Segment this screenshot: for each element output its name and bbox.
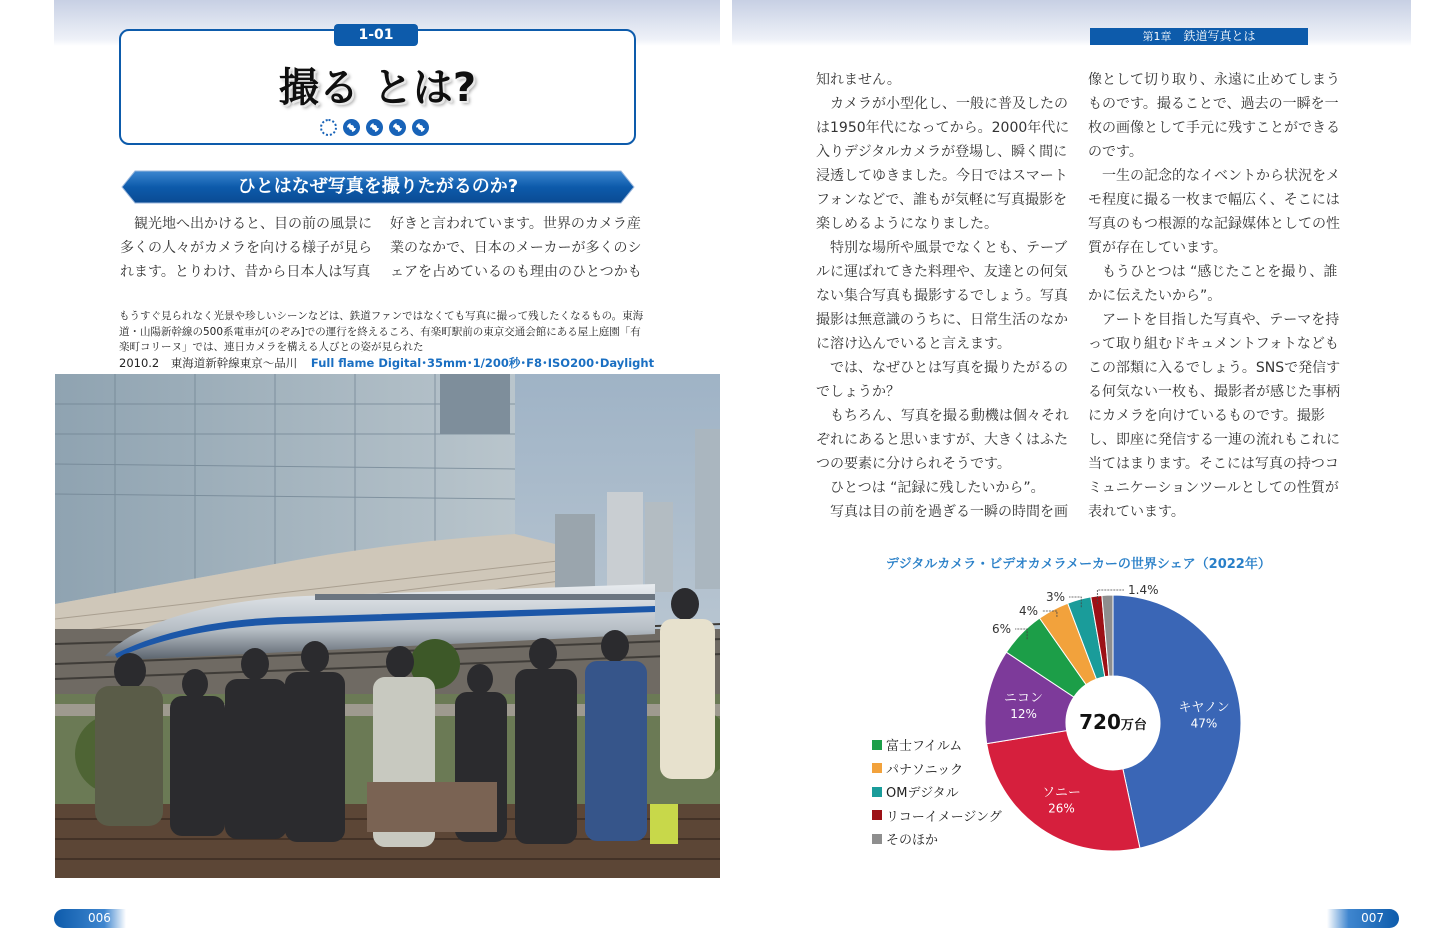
slice-value: 1.4% bbox=[1128, 583, 1159, 597]
right-page bbox=[720, 0, 1436, 941]
body-paragraph: もうひとつは “感じたことを撮り、誰かに伝えたいから”。 bbox=[1088, 264, 1338, 304]
slice-value: 47% bbox=[1190, 716, 1218, 731]
page-number: 007 bbox=[1327, 909, 1399, 928]
section-heading: ひとはなぜ写真を撮りたがるのか? bbox=[237, 176, 519, 197]
body-paragraph: 好きと言われています。世界のカメラ産業のなかで、日本のメーカーが多くのシェアを占めているのも理由のひとつかも bbox=[390, 216, 642, 280]
chart-title: デジタルカメラ・ビデオカメラメーカーの世界シェア（2022年） bbox=[886, 557, 1271, 572]
legend-item bbox=[872, 804, 1002, 828]
chapter-title: 鉄道写真とは bbox=[1183, 29, 1256, 43]
section-number: 1-01 bbox=[334, 24, 418, 46]
aperture-icon bbox=[343, 119, 360, 136]
body-column-2 bbox=[390, 212, 646, 284]
legend-swatch bbox=[872, 740, 882, 750]
aperture-icon bbox=[389, 119, 406, 136]
legend-item bbox=[872, 780, 1002, 804]
slice-value: 6% bbox=[991, 622, 1011, 636]
section-heading-banner bbox=[121, 170, 635, 204]
body-paragraph: カメラが小型化し、一般に普及したのは1950年代になってから。2000年代に入りデジタルカメラが登場し、瞬く間に浸透してゆきました。今日ではスマートフォンなどで、誰もが気軽に写真撮影を楽しめるようになりました。 bbox=[816, 96, 1070, 232]
body-paragraph: アートを目指した写真や、テーマを持って取り組むドキュメントフォトなどもこの部類に入るでしょう。SNSで発信する何気ない一枚も、撮影者が感じた事柄にカメラを向けているものです。撮影し、即座に発信する一連の流れもこれに当てはまります。そこには写真の持つコミュニケーションツールとしての性質が表れています。 bbox=[1088, 312, 1341, 520]
train-photo bbox=[55, 374, 722, 878]
legend-label: そのほか bbox=[886, 833, 939, 849]
slice-label: ニコン bbox=[1004, 690, 1044, 706]
body-paragraph: 知れません。 bbox=[816, 72, 901, 88]
legend-swatch bbox=[872, 787, 882, 797]
slice-value: 4% bbox=[1018, 604, 1038, 618]
page-number: 006 bbox=[54, 909, 126, 928]
body-paragraph: 写真は目の前を過ぎる一瞬の時間を画 bbox=[830, 504, 1068, 520]
chapter-number: 第1章 bbox=[1142, 30, 1172, 43]
legend-item bbox=[872, 757, 1002, 781]
aperture-icon bbox=[366, 119, 383, 136]
photo-date-location: 2010.2 東海道新幹線東京〜品川 bbox=[119, 356, 298, 370]
legend-item bbox=[872, 733, 1002, 757]
aperture-icon bbox=[412, 119, 429, 136]
body-paragraph: では、なぜひとは写真を撮りたがるのでしょうか？ bbox=[816, 360, 1068, 400]
slice-label: ソニー bbox=[1042, 785, 1081, 801]
legend-swatch bbox=[872, 763, 882, 773]
legend-label: OMデジタル bbox=[886, 786, 959, 802]
body-paragraph: 像として切り取り、永遠に止めてしまうものです。撮ることで、過去の一瞬を一枚の画像として手元に残すことができるのです。 bbox=[1088, 72, 1340, 160]
aperture-icon bbox=[320, 119, 337, 136]
body-paragraph: もちろん、写真を撮る動機は個々それぞれにあると思いますが、大きくはふたつの要素に分けられそうです。 bbox=[816, 408, 1069, 472]
page-title: 撮る とは? bbox=[278, 65, 477, 111]
chart-legend bbox=[872, 733, 1002, 851]
legend-label: パナソニック bbox=[886, 762, 964, 778]
slice-value: 3% bbox=[1045, 590, 1065, 604]
photo-caption: もうすぐ見られなく光景や珍しいシーンなどは、鉄道ファンではなくても写真に撮って残したくなるもの。東海道・山陽新幹線の500系電車が[のぞみ]での運行を終えるころ、有楽町駅前の東京交通会館にある屋上庭園「有楽町コリーヌ」では、連日カメラを構える人びとの姿が見られた bbox=[119, 310, 644, 353]
body-paragraph: 特別な場所や風景でなくとも、テーブルに運ばれてきた料理や、友達との何気ない集合写真も撮影するでしょう。写真撮影は無意識のうちに、日常生活のなかに溶け込んでいると言えます。 bbox=[816, 240, 1068, 352]
slice-value: 26% bbox=[1048, 801, 1075, 816]
chart-center-label: 720万台 bbox=[1079, 710, 1147, 734]
title-icons bbox=[320, 119, 429, 136]
photo-specs: Full flame Digital･35mm･1/200秒･F8･ISO200･Daylight bbox=[310, 356, 655, 370]
slice-value: 12% bbox=[1010, 706, 1037, 721]
slice-label: キヤノン bbox=[1178, 700, 1230, 716]
left-page bbox=[0, 0, 716, 941]
photo-meta bbox=[119, 355, 654, 371]
donut-chart bbox=[720, 0, 1436, 941]
body-paragraph: ひとつは “記録に残したいから”。 bbox=[830, 480, 1045, 496]
legend-swatch bbox=[872, 834, 882, 844]
legend-item bbox=[872, 827, 1002, 851]
legend-label: 富士フイルム bbox=[886, 739, 963, 755]
legend-label: リコーイメージング bbox=[886, 809, 1002, 825]
body-paragraph: 一生の記念的なイベントから状況をメモ程度に撮る一枚まで幅広く、そこには写真のもつ根源的な記録媒体としての性質が存在しています。 bbox=[1088, 168, 1340, 256]
legend-swatch bbox=[872, 810, 882, 820]
body-column-1 bbox=[120, 212, 372, 284]
body-paragraph: 観光地へ出かけると、目の前の風景に多くの人々がカメラを向ける様子が見られます。とりわけ、昔から日本人は写真 bbox=[120, 216, 372, 280]
